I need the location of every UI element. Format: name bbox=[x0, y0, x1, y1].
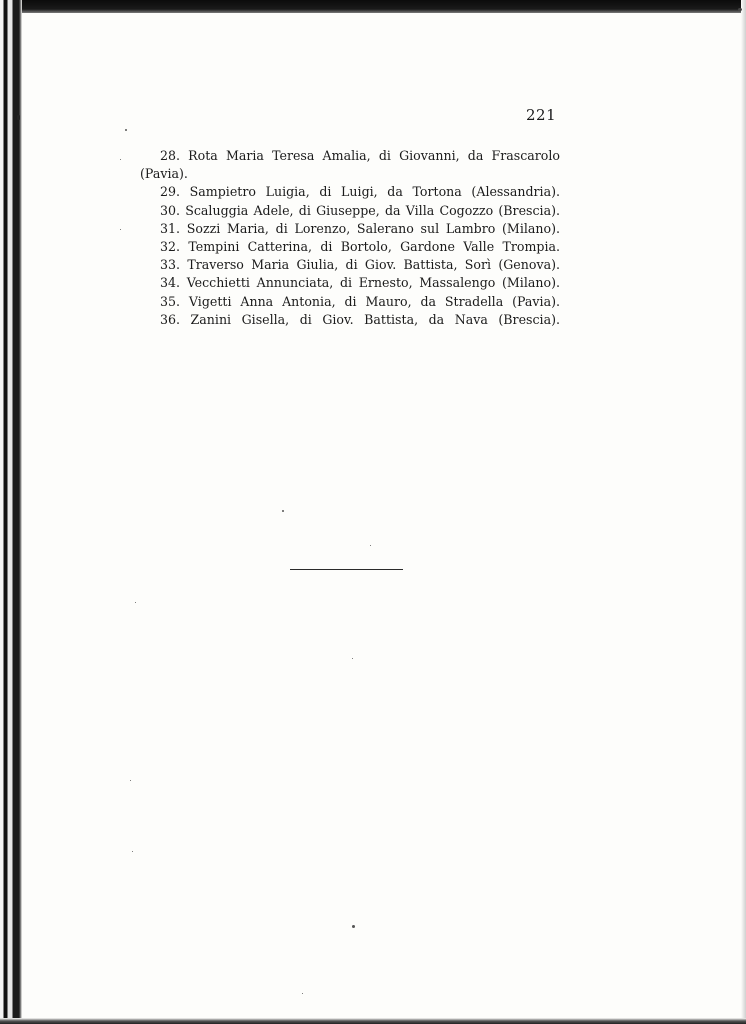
list-entry bbox=[140, 147, 560, 183]
entry-text: 33. Traverso Maria Giulia, di Giov. Battista, Sorì (Genova). bbox=[160, 257, 560, 273]
scan-speck bbox=[282, 510, 284, 512]
scan-speck bbox=[17, 115, 20, 120]
entry-continuation: (Pavia). bbox=[140, 166, 188, 182]
page-number: 221 bbox=[526, 106, 557, 124]
scan-speck bbox=[130, 780, 131, 781]
scan-speck bbox=[120, 159, 121, 160]
list-entry bbox=[140, 183, 560, 201]
entry-text: 30. Scaluggia Adele, di Giuseppe, da Villa Cogozzo (Brescia). bbox=[160, 202, 560, 218]
list-entry bbox=[140, 274, 560, 292]
list-entry bbox=[140, 202, 560, 220]
entry-text: 32. Tempini Catterina, di Bortolo, Gardone Valle Trompia. bbox=[160, 239, 560, 255]
entry-text: 35. Vigetti Anna Antonia, di Mauro, da Stradella (Pavia). bbox=[160, 293, 560, 309]
entry-text: 36. Zanini Gisella, di Giov. Battista, da Nava (Brescia). bbox=[160, 311, 560, 327]
scan-bottom-edge bbox=[0, 1018, 746, 1024]
list-entry bbox=[140, 311, 560, 329]
list-entry bbox=[140, 220, 560, 238]
entry-text: 31. Sozzi Maria, di Lorenzo, Salerano sul Lambro (Milano). bbox=[160, 220, 560, 236]
scan-speck bbox=[352, 925, 355, 928]
scan-speck bbox=[352, 658, 353, 659]
list-entry bbox=[140, 256, 560, 274]
name-list bbox=[140, 147, 560, 329]
scan-speck bbox=[135, 602, 136, 603]
scan-binding-edge bbox=[0, 0, 22, 1024]
scan-speck bbox=[125, 129, 127, 131]
list-entry bbox=[140, 238, 560, 256]
section-divider-rule bbox=[290, 569, 403, 570]
scan-speck bbox=[302, 993, 303, 994]
entry-text: 28. Rota Maria Teresa Amalia, di Giovanni, da Frascarolo bbox=[160, 148, 560, 163]
scan-speck bbox=[132, 851, 133, 852]
scan-speck bbox=[738, 8, 742, 11]
scan-right-edge bbox=[741, 0, 746, 1024]
scan-speck bbox=[120, 229, 121, 230]
entry-text: 29. Sampietro Luigia, di Luigi, da Tortona (Alessandria). bbox=[160, 184, 560, 200]
scan-top-edge bbox=[0, 0, 746, 13]
scan-speck bbox=[370, 545, 371, 546]
list-entry bbox=[140, 293, 560, 311]
entry-text: 34. Vecchietti Annunciata, di Ernesto, Massalengo (Milano). bbox=[160, 275, 560, 291]
